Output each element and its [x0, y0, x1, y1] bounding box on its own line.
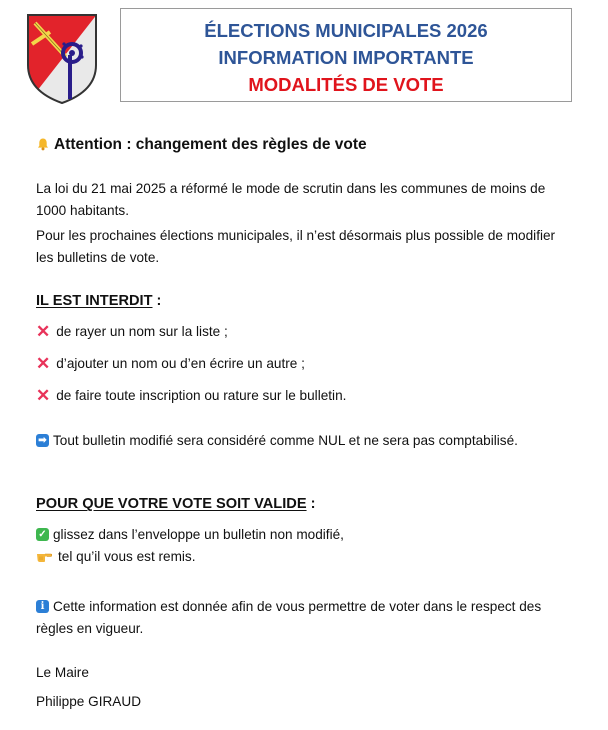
cross-icon: ✕: [36, 385, 51, 405]
coat-of-arms-icon: [26, 13, 98, 105]
valid-item: [36, 546, 576, 568]
forbidden-item: [36, 353, 576, 375]
info-text: Cette information est donnée afin de vous permettre de voter dans le respect des règles en vigueur.: [36, 599, 542, 636]
check-icon: ✓: [36, 528, 49, 541]
valid-heading-colon: :: [306, 496, 316, 512]
forbidden-item-text: de faire toute inscription ou rature sur le bulletin.: [56, 388, 347, 403]
bell-icon: [36, 137, 50, 151]
valid-heading: [36, 494, 576, 516]
info-paragraph: [36, 596, 576, 639]
forbidden-heading: [36, 291, 576, 313]
title-line-3: MODALITÉS DE VOTE: [248, 74, 444, 95]
cross-icon: ✕: [36, 353, 51, 373]
valid-item-text: glissez dans l’enveloppe un bulletin non modifié,: [53, 527, 344, 542]
title-line-2: INFORMATION IMPORTANTE: [218, 47, 474, 68]
signature-role: Le Maire: [36, 665, 89, 680]
signature-name: Philippe GIRAUD: [36, 694, 142, 709]
valid-item-text: tel qu’il vous est remis.: [58, 549, 196, 564]
arrow-right-icon: ➡: [36, 434, 49, 447]
null-ballot-notice: [36, 430, 576, 452]
attention-heading: [36, 134, 576, 156]
pointing-hand-icon: [36, 549, 52, 563]
forbidden-item: [36, 385, 576, 407]
forbidden-item: [36, 321, 576, 343]
cross-icon: ✕: [36, 321, 51, 341]
attention-text: Attention : changement des règles de vote: [54, 136, 367, 153]
forbidden-heading-text: IL EST INTERDIT: [36, 293, 153, 309]
forbidden-item-text: de rayer un nom sur la liste ;: [56, 324, 228, 339]
null-ballot-text: Tout bulletin modifié sera considéré comme NUL et ne sera pas comptabilisé.: [53, 433, 518, 448]
intro-paragraph-1: La loi du 21 mai 2025 a réformé le mode de scrutin dans les communes de moins de 1000 habitants.: [36, 181, 546, 218]
info-icon: i: [36, 600, 49, 613]
title-line-1: ÉLECTIONS MUNICIPALES 2026: [204, 20, 488, 41]
intro-paragraph-2: Pour les prochaines élections municipales, il n’est désormais plus possible de modifier les bulletins de vote.: [36, 228, 556, 265]
forbidden-item-text: d’ajouter un nom ou d’en écrire un autre ;: [56, 356, 305, 371]
title-box: [120, 8, 572, 102]
valid-item: [36, 524, 576, 546]
forbidden-heading-colon: :: [152, 293, 162, 309]
valid-heading-text: POUR QUE VOTRE VOTE SOIT VALIDE: [36, 496, 307, 512]
